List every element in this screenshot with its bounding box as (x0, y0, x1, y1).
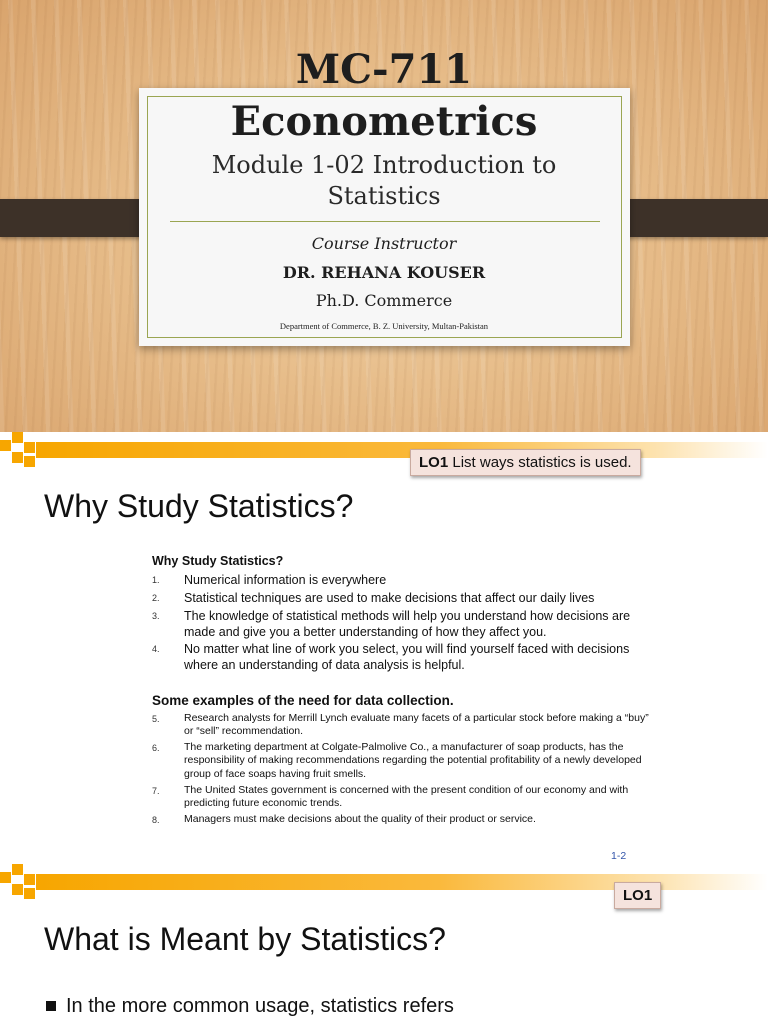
deco-square (12, 432, 23, 443)
instructor-degree: Ph.D. Commerce (315, 291, 453, 310)
list-text: Numerical information is everywhere (184, 573, 387, 587)
lo-code: LO1 (419, 454, 449, 471)
slide2-heading: Why Study Statistics? (44, 488, 354, 524)
header-bar-slide2 (0, 432, 768, 468)
deco-square (24, 888, 35, 899)
deco-square (0, 872, 11, 883)
list-text: The knowledge of statistical methods will help you understand how decisions are made and give you a better understanding of how they affect you. (184, 609, 631, 639)
list-number: 3. (152, 611, 160, 621)
deco-square (24, 874, 35, 885)
slide3-heading: What is Meant by Statistics? (44, 921, 446, 957)
module-subtitle (0, 150, 768, 212)
learning-objective-box (410, 449, 641, 476)
list-number: 5. (152, 714, 160, 724)
bullet-text: In the more common usage, statistics refers (66, 995, 454, 1017)
list-number: 2. (152, 593, 160, 603)
deco-square (12, 452, 23, 463)
list-number: 6. (152, 743, 160, 753)
lo-code: LO1 (623, 887, 653, 904)
examples-subheading: Some examples of the need for data collection. (152, 693, 454, 708)
list-number: 8. (152, 815, 160, 825)
list-text: Statistical techniques are used to make decisions that affect our daily lives (184, 591, 595, 605)
module-line-1: Module 1-02 Introduction to (211, 151, 557, 179)
lo-text: List ways statistics is used. (448, 454, 632, 471)
deco-square (12, 864, 23, 875)
reasons-subheading: Why Study Statistics? (152, 554, 284, 568)
module-line-2: Statistics (327, 182, 441, 210)
instructor-label: Course Instructor (311, 234, 457, 253)
deco-square (24, 456, 35, 467)
department-line: Department of Commerce, B. Z. University, Multan-Pakistan (279, 321, 489, 331)
list-text: No matter what line of work you select, you will find yourself faced with decisions where an understanding of data analysis is helpful. (184, 642, 630, 672)
title-divider (170, 221, 600, 222)
slide-page-number: 1-2 (611, 850, 627, 862)
course-title: Econometrics (230, 98, 538, 145)
deco-square (24, 442, 35, 453)
list-number: 4. (152, 644, 160, 654)
list-number: 1. (152, 575, 160, 585)
learning-objective-box (614, 882, 661, 909)
title-slide (0, 0, 768, 432)
list-text: The marketing department at Colgate-Palmolive Co., a manufacturer of soap products, has the responsibility of making recommendations regarding the potential profitability of a newly developed group of face soaps having fruit smells. (184, 741, 642, 780)
deco-square (0, 440, 11, 451)
list-number: 7. (152, 786, 160, 796)
header-bar-gradient (36, 442, 768, 458)
bullet-marker (46, 1001, 56, 1011)
list-text: Research analysts for Merrill Lynch evaluate many facets of a particular stock before making a “buy” or “sell” recommendation. (184, 712, 649, 738)
course-code: MC-711 (295, 46, 473, 93)
list-text: Managers must make decisions about the quality of their product or service. (184, 813, 536, 825)
deco-square (12, 884, 23, 895)
list-text: The United States government is concerned with the present condition of our economy and with predicting future economic trends. (184, 784, 629, 810)
instructor-name: DR. REHANA KOUSER (282, 263, 486, 282)
